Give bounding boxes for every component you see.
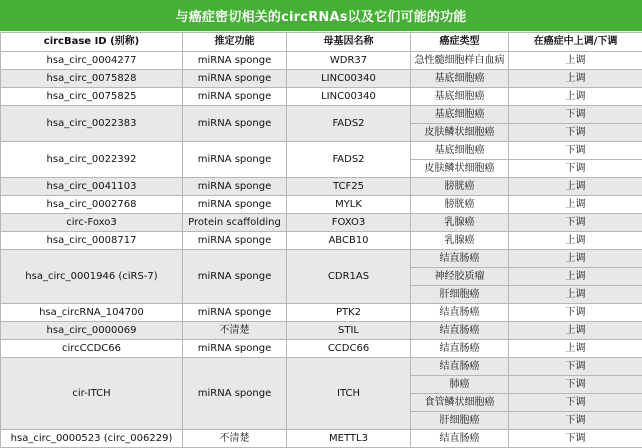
cell-putative-function: miRNA sponge xyxy=(183,88,287,106)
header-cancer-type: 癌症类型 xyxy=(411,33,509,52)
cell-regulation: 下调 xyxy=(509,160,642,178)
cell-regulation: 上调 xyxy=(509,250,642,268)
cell-cancer-type: 结直肠癌 xyxy=(411,304,509,322)
cell-parent-gene: ITCH xyxy=(287,358,411,430)
table-row xyxy=(1,250,642,268)
table-row xyxy=(1,430,642,448)
cell-parent-gene: STIL xyxy=(287,322,411,340)
cell-regulation: 上调 xyxy=(509,52,642,70)
cell-circbase-id: hsa_circ_0008717 xyxy=(1,232,183,250)
cell-regulation: 上调 xyxy=(509,232,642,250)
cell-regulation: 上调 xyxy=(509,196,642,214)
cell-cancer-type: 结直肠癌 xyxy=(411,340,509,358)
cell-parent-gene: PTK2 xyxy=(287,304,411,322)
cell-putative-function: miRNA sponge xyxy=(183,142,287,178)
cell-circbase-id: hsa_circ_0002768 xyxy=(1,196,183,214)
cell-parent-gene: METTL3 xyxy=(287,430,411,448)
cell-circbase-id: hsa_circ_0022392 xyxy=(1,142,183,178)
cell-cancer-type: 结直肠癌 xyxy=(411,358,509,376)
cell-regulation: 下调 xyxy=(509,376,642,394)
cell-regulation: 上调 xyxy=(509,340,642,358)
cell-regulation: 上调 xyxy=(509,322,642,340)
cell-cancer-type: 食管鳞状细胞癌 xyxy=(411,394,509,412)
cell-regulation: 下调 xyxy=(509,358,642,376)
cell-circbase-id: hsa_circ_0001946 (ciRS-7) xyxy=(1,250,183,304)
cell-putative-function: miRNA sponge xyxy=(183,196,287,214)
cell-putative-function: 不清楚 xyxy=(183,322,287,340)
cell-putative-function: miRNA sponge xyxy=(183,232,287,250)
table-row xyxy=(1,214,642,232)
header-row xyxy=(1,33,642,52)
table-row xyxy=(1,106,642,124)
cell-circbase-id: hsa_circ_0004277 xyxy=(1,52,183,70)
table-title: 与癌症密切相关的circRNAs以及它们可能的功能 xyxy=(0,0,642,31)
cell-regulation: 上调 xyxy=(509,286,642,304)
cell-putative-function: miRNA sponge xyxy=(183,304,287,322)
cell-cancer-type: 乳腺癌 xyxy=(411,214,509,232)
cell-circbase-id: hsa_circ_0000523 (circ_006229) xyxy=(1,430,183,448)
cell-cancer-type: 基底细胞癌 xyxy=(411,142,509,160)
cell-regulation: 下调 xyxy=(509,304,642,322)
cell-parent-gene: FOXO3 xyxy=(287,214,411,232)
cell-regulation: 下调 xyxy=(509,412,642,430)
cell-parent-gene: LINC00340 xyxy=(287,70,411,88)
header-regulation: 在癌症中上调/下调 xyxy=(509,33,642,52)
header-circbase-id: circBase ID (别称) xyxy=(1,33,183,52)
cell-regulation: 上调 xyxy=(509,178,642,196)
cell-parent-gene: CCDC66 xyxy=(287,340,411,358)
cell-cancer-type: 基底细胞癌 xyxy=(411,70,509,88)
cell-cancer-type: 皮肤鳞状细胞癌 xyxy=(411,124,509,142)
cell-parent-gene: FADS2 xyxy=(287,106,411,142)
cell-regulation: 上调 xyxy=(509,88,642,106)
cell-circbase-id: hsa_circ_0075828 xyxy=(1,70,183,88)
table-row xyxy=(1,340,642,358)
table-row xyxy=(1,70,642,88)
circrna-table xyxy=(0,32,642,448)
table-row xyxy=(1,232,642,250)
cell-circbase-id: hsa_circ_0041103 xyxy=(1,178,183,196)
cell-circbase-id: cir-ITCH xyxy=(1,358,183,430)
cell-regulation: 上调 xyxy=(509,70,642,88)
cell-cancer-type: 结直肠癌 xyxy=(411,430,509,448)
table-row xyxy=(1,88,642,106)
cell-circbase-id: hsa_circ_0022383 xyxy=(1,106,183,142)
cell-parent-gene: FADS2 xyxy=(287,142,411,178)
cell-putative-function: miRNA sponge xyxy=(183,106,287,142)
cell-cancer-type: 膀胱癌 xyxy=(411,196,509,214)
cell-cancer-type: 肝细胞癌 xyxy=(411,412,509,430)
cell-parent-gene: MYLK xyxy=(287,196,411,214)
cell-regulation: 下调 xyxy=(509,124,642,142)
cell-cancer-type: 神经胶质瘤 xyxy=(411,268,509,286)
table-row xyxy=(1,358,642,376)
cell-putative-function: miRNA sponge xyxy=(183,52,287,70)
cell-regulation: 下调 xyxy=(509,394,642,412)
cell-putative-function: miRNA sponge xyxy=(183,340,287,358)
cell-cancer-type: 膀胱癌 xyxy=(411,178,509,196)
table-row xyxy=(1,178,642,196)
cell-circbase-id: circCCDC66 xyxy=(1,340,183,358)
cell-putative-function: miRNA sponge xyxy=(183,70,287,88)
table-row xyxy=(1,52,642,70)
cell-putative-function: miRNA sponge xyxy=(183,250,287,304)
cell-regulation: 下调 xyxy=(509,106,642,124)
table-row xyxy=(1,196,642,214)
cell-regulation: 下调 xyxy=(509,142,642,160)
cell-regulation: 下调 xyxy=(509,430,642,448)
cell-cancer-type: 急性髓细胞样白血病 xyxy=(411,52,509,70)
header-parent-gene: 母基因名称 xyxy=(287,33,411,52)
cell-circbase-id: hsa_circRNA_104700 xyxy=(1,304,183,322)
table-row xyxy=(1,322,642,340)
table-row xyxy=(1,304,642,322)
cell-parent-gene: CDR1AS xyxy=(287,250,411,304)
table-row xyxy=(1,142,642,160)
cell-putative-function: Protein scaffolding xyxy=(183,214,287,232)
cell-parent-gene: ABCB10 xyxy=(287,232,411,250)
cell-putative-function: 不清楚 xyxy=(183,430,287,448)
cell-circbase-id: circ-Foxo3 xyxy=(1,214,183,232)
cell-putative-function: miRNA sponge xyxy=(183,358,287,430)
cell-circbase-id: hsa_circ_0075825 xyxy=(1,88,183,106)
table-body xyxy=(1,52,642,448)
cell-cancer-type: 皮肤鳞状细胞癌 xyxy=(411,160,509,178)
cell-cancer-type: 基底细胞癌 xyxy=(411,106,509,124)
cell-parent-gene: WDR37 xyxy=(287,52,411,70)
cell-regulation: 上调 xyxy=(509,268,642,286)
cell-cancer-type: 肺癌 xyxy=(411,376,509,394)
cell-putative-function: miRNA sponge xyxy=(183,178,287,196)
cell-regulation: 下调 xyxy=(509,214,642,232)
header-putative-function: 推定功能 xyxy=(183,33,287,52)
cell-cancer-type: 乳腺癌 xyxy=(411,232,509,250)
cell-cancer-type: 结直肠癌 xyxy=(411,250,509,268)
cell-parent-gene: TCF25 xyxy=(287,178,411,196)
cell-cancer-type: 基底细胞癌 xyxy=(411,88,509,106)
cell-parent-gene: LINC00340 xyxy=(287,88,411,106)
cell-cancer-type: 肝细胞癌 xyxy=(411,286,509,304)
cell-cancer-type: 结直肠癌 xyxy=(411,322,509,340)
cell-circbase-id: hsa_circ_0000069 xyxy=(1,322,183,340)
